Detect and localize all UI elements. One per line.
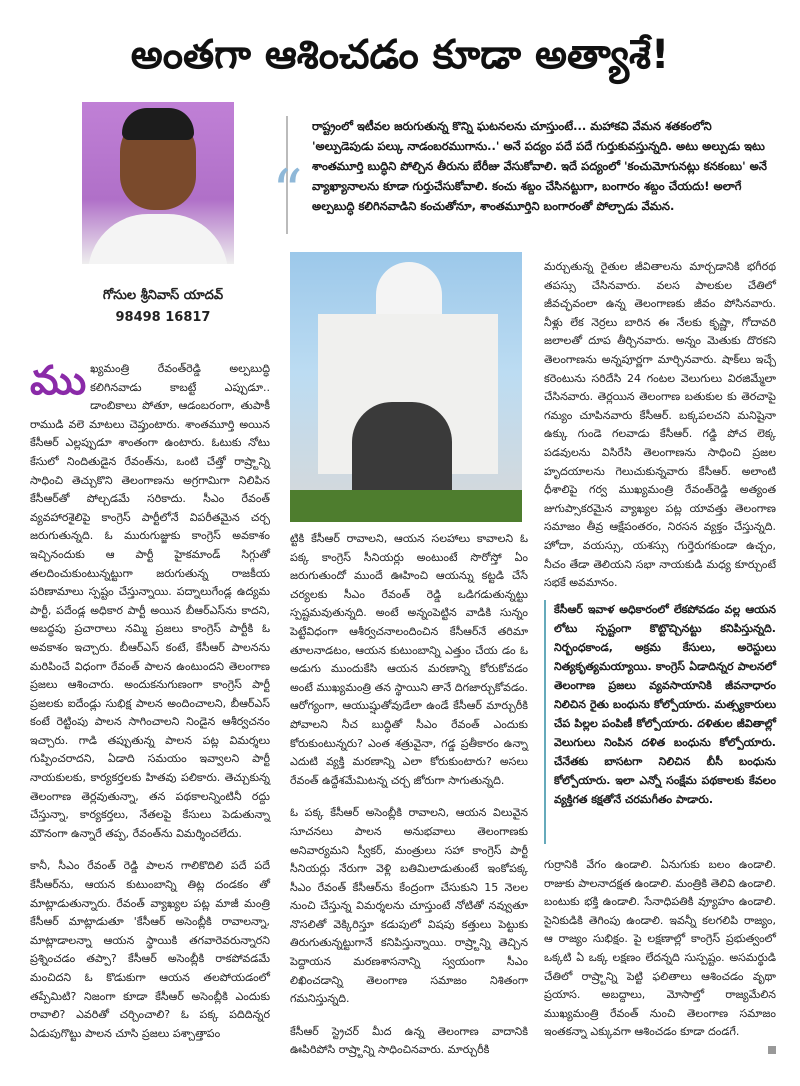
pull-quote-text: రాష్ట్రంలో ఇటీవల జరుగుతున్న కొన్ని ఘటనలను చూస్తుంటే... మహాకవి వేమన శతకంలోని 'అల్పుడెపుడు పల్కు నాడంబరముగాను..' అనే పద్యం పదే పదే గుర్తుకువస్తున్నది. అటు అల్పుడు ఇటు శాంతమూర్తి బుద్ధిని పోల్చిన తీరును బేరీజు వేసుకోవాలి. ఇదే పద్యంలో 'కంచుమోగునట్లు కనకంబు' అనే వ్యాఖ్యానాలను కూడా గుర్తుచేసుకోవాలి. కంచు శబ్దం చేసినట్టుగా, బంగారం శబ్దం చేయదు! అలాగే అల్పబుద్ధి కలిగినవాడిని కంచుతోనూ, శాంతమూర్తిని బంగారంతో పోల్చాడు వేమన.: [312, 119, 767, 213]
article-paragraph: కేసీఆర్ స్ట్రెచర్ మీద ఉన్న తెలంగాణ వాదానికి ఊపిరిపోసి రాష్ర్టాన్ని సాధించినవారు. మార్చురీకి: [290, 1024, 528, 1057]
assembly-gandhi-statue-photo: [290, 252, 522, 522]
end-mark: [768, 1046, 776, 1054]
article-paragraph: మర్చుతున్న రైతుల జీవితాలను మార్చడానికి భగీరథ తపస్సు చేసినవారు. వలస పాలకుల చేతిలో జీవచ్ఛవంలా ఉన్న తెలంగాణకు జీవం పోసినవారు. నీళ్లు లేక నెర్రలు బారిన ఈ నేలకు కృష్ణా, గోదావరి జలాలతో దూప తీర్చినవారు. అన్నం మెతుకు దొరకని తెలంగాణను అన్నపూర్ణగా మార్చినవారు. షాక్‌లు ఇచ్చే కరెంటును సరిదేసి 24 గంటల వెలుగులు విరజిమ్మేలా చేసినవారు. తెర్లయిన తెలంగాణ బతుకుల కు తెరచాపై గమ్యం చూపినవారు కేసీఆర్. బక్కపలచని మనిషైనా ఉక్కు గుండె గలవాడు కేసీఆర్. గడ్డి పోచ లెక్క పడవులను విసిరేసి తెలంగాణను సాధించి ప్రజల హృదయాలను గెలుచుకున్నవారు కేసీఆర్. అలాంటి ధీశాలిపై గర్వ ముఖ్యమంత్రి రేవంత్‌రెడ్డి అత్యంత జుగుప్సాకరమైన వ్యాఖ్యల పట్ల యావత్తు తెలంగాణ సమాజం తీవ్ర ఆక్షేపంతరం, నిరసన వ్యక్తం చేస్తున్నది. హోదా, వయస్సు, యశస్సు గుర్తెరుగకుండా ఉచ్చం, నీచం తేడా తెలియని సభా నాయకుడి మధ్య కూర్చుంటే సభకే అవమానం.: [544, 260, 776, 590]
author-photo: [82, 102, 234, 264]
pull-quote: [272, 116, 770, 258]
article-paragraph: ఓ పక్క కేసీఆర్ అసెంబ్లీకి రావాలని, ఆయన విలువైన సూచనలు పాలన అనుభవాలు తెలంగాణకు అనివార్యమని స్వీకర్, మంత్రులు సహా కాంగ్రెస్ పార్టీ సీనియర్లు నేరుగా వెళ్లి బతిమిలాడుతుంటే ఇంకోపక్క సీఎం రేవంత్ కేసీఆర్‌ను కేంద్రంగా చేసుకుని 15 నెలల నుంచి చేస్తున్న విమర్శలను చూస్తుంటే నోటితో నవ్వుతూ నొసలితో వెక్కిరిస్తూ కడుపులో విషపు కత్తులు పెట్టుకు తిరుగుతున్నట్టుగానే కనిపిస్తున్నాయి. రాష్ర్టాన్ని తెచ్చిన పెద్దాయన మరణశాసనాన్ని స్వయంగా సీఎం లిఖించడాన్ని తెలంగాణ సమాజం నిశితంగా గమనిస్తున్నది.: [290, 806, 528, 1006]
author-phone: 98498 16817: [115, 310, 211, 325]
article-column-1: [30, 360, 270, 1057]
article-paragraph: గుర్రానికి వేగం ఉండాలి. ఏనుగుకు బలం ఉండాలి. రాజుకు పాలనాదక్షత ఉండాలి. మంత్రికి తెలివి ఉండాలి. బంటుకు భక్తి ఉండాలి. సేనాధిపతికి వ్యూహం ఉండాలి. సైనికుడికి తెగింపు ఉండాలి. ఇవన్నీ కలగలిపి రాజ్యం, ఆ రాజ్యం సుభిక్షం. పై లక్షణాల్లో కాంగ్రెస్ ప్రభుత్వంలో ఒక్కటి ఏ ఒక్క లక్షణం లేదన్నది సుస్పష్టం. అసమర్థుడి చేతిలో రాష్ర్టాన్ని పెట్టి ఫలితాలు ఆశించడం వృథా ప్రయాస. అబద్దాలు, మోసాల్తో రాజ్యమేలిన ముఖ్యమంత్రి రేవంత్ నుంచి తెలంగాణ సమాజం ఇంతకన్నా ఎక్కువగా ఆశించడం కూడా దండగే.: [544, 858, 776, 1039]
article-paragraph: ట్టికి కేసీఆర్ రావాలని, ఆయన సలహాలు కావాలని ఓ పక్క కాంగ్రెస్ సీనియర్లు అంటుంటే సొరోస్తో ఏం జరుగుతుందో ముందే ఊహించి ఆయన్ను కట్టడి చేసే చర్యలకు సీఎం రేవంత్ రెడ్డి ఒడిగడుతున్నట్టు స్పష్టమవుతున్నది. అంటే అన్నంపెట్టిన వాడికి సున్నం పెట్టేవిధంగా ఆశీర్వచనాలందించిన కేసీఆర్‌నే తరిమా తూలనాడటం, ఆయన కుటుంబాన్ని ఎత్తుం చేయ డం ఓ అడుగు ముందుకేసి ఆయన మరణాన్ని కోరుకోవడం అంటే ముఖ్యమంత్రి తన స్థాయిని తానే దిగజార్చుకోవడం. ఆరోగ్యంగా, ఆయుష్షుతోవుడేలా ఉండే కేసీఆర్ మార్చురీకి పోవాలని నీచ బుద్ధితో సీఎం రేవంత్ ఎందుకు కోరుకుంటున్నరు? ఎంత శత్రువైనా, గడ్డ ప్రతీకారం ఉన్నా ఎదుటి వ్యక్తి మరణాన్ని ఎలా కోరుకుంటారు? అసలు రేవంత్ ఉద్దేశమేమిటన్న చర్చ జోరుగా సాగుతున్నది.: [290, 532, 528, 787]
author-name: గోసుల శ్రీనివాస్ యాదవ్: [102, 288, 224, 303]
article-column-3-tail: [544, 856, 776, 1056]
highlight-text: కేసీఆర్ ఇవాళ అధికారంలో లేకపోవడం వల్ల ఆయన లోటు స్పష్టంగా కొట్టొచ్చినట్టు కనిపిస్తున్నది. నిర్బంధకాండ, అక్రమ కేసులు, అరెస్టులు నిత్యకృత్యమయ్యాయి. కాంగ్రెస్ ఏడాదిన్నర పాలనలో తెలంగాణ ప్రజలు వ్యవసాయానికి జీవనాధారం నిలిచిన రైతు బంధును కోల్పోయారు. మత్స్యకారులు చేప పిల్లల పంపిణీ కోల్పోయారు. దళితుల జీవితాల్లో వెలుగులు నింపిన దళిత బంధును కోల్పోయారు. చేనేతకు బాసటగా నిలిచిన బీసీ బంధును కోల్పోయారు. ఇలా ఎన్నో సంక్షేమ పథకాలకు కేవలం వ్యక్తిగత కక్షతోనే చరమగీతం పాడారు.: [554, 603, 776, 806]
article-column-3: [544, 258, 776, 607]
dropcap: ము: [30, 358, 87, 404]
article-paragraph: ఖ్యమంత్రి రేవంత్‌రెడ్డి అల్పబుద్ధి కలిగినవాడు కాబట్టే ఎప్పుడూ.. డాంబికాలు పోతూ, ఆడంబరంగా, తుపాకీ రాముడి వలె మాటలు చెప్తుంటారు. శాంతమూర్తి అయిన కేసీఆర్ ఎల్లప్పుడూ శాంతంగా ఉంటారు. ఓటుకు నోటు కేసులో నిందితుడైన రేవంత్‌ను, ఒంటి చేత్తో రాష్ర్టాన్ని సాధించి తెచ్చుకొని తెలంగాణను అగ్రగామిగా నిలిపిన కేసీఆర్‌తో పోల్చడమే సరికాదు. సీఎం రేవంత్ వ్యవహారశైలిపై కాంగ్రెస్ పార్టీలోనే విపరీతమైన చర్చ జరుగుతున్నది. ఓ మురుగుజ్జుకు కాంగ్రెస్ అవకాశం ఇచ్చినందుకు ఆ పార్టీ హైకమాండ్ సిగ్గుతో తలదించుకుంటున్నట్టుగా జరుగుతున్న రాజకీయ పరిణామాలు స్పష్టం చేస్తున్నాయి. పద్నాలుగేండ్ల ఉద్యమ పార్టీ, పదేండ్ల అధికార పార్టీ అయిన బీఆర్‌ఎస్‌ను కాదని, అబద్ధపు ప్రచారాలు నమ్మి ప్రజలు కాంగ్రెస్ పార్టీకి ఓ అవకాశం ఇచ్చారు. బీఆర్‌ఎస్ కంటే, కేసీఆర్ పాలనను మరిపించే విధంగా రేవంత్ పాలన ఉంటుందని తెలంగాణ ప్రజలు ఆశించారు. అందుకనుగుణంగా కాంగ్రెస్ పార్టీ ప్రజలకు ఐదేండ్లు సుభిక్ష పాలన అందించాలని, బీఆర్‌ఎస్ కంటే రెట్టింపు పాలన సాగించాలని నిండైన ఆశీర్వచనం ఇచ్చారు. గాడి తప్పుతున్న పాలన పట్ల విమర్శలు గుప్పించరాదని, ఏడాది సమయం ఇవ్వాలని పార్టీ నాయకులకు, కార్యకర్తలకు హితవు పలికారు. తెచ్చుకున్న తెలంగాణ తెర్లవుతున్నా, తన పథకాలన్నింటినీ రద్దు చేస్తున్నా, కార్యకర్తలు, నేతలపై కేసులు పెడుతున్నా మౌనంగా ఉన్నారే తప్ప, రేవంత్‌ను విమర్శించలేదు.: [30, 362, 270, 840]
quote-mark-icon: “: [272, 157, 303, 227]
article-paragraph: కానీ, సీఎం రేవంత్ రెడ్డి పాలన గాలికొదిలి పదే పదే కేసీఆర్‌ను, ఆయన కుటుంబాన్ని తిట్ల దండకం తో మాట్లాడుతున్నారు. రేవంత్ వ్యాఖ్యల పట్ల మాజీ మంత్రి కేసీఆర్ మాట్లాడుతూ 'కేసీఆర్ అసెంబ్లీకి రావాలన్నా, మాట్లాడాలన్నా ఆయన స్థాయికి తగవారెవరున్నారని ప్రశ్నించడం తప్పా? కేసీఆర్ అసెంబ్లీకి రాకపోవడమే మంచిదని ఓ కొడుకుగా ఆయన తలపోయడంలో తప్పేమిటి? నిజంగా కూడా కేసీఆర్ అసెంబ్లీకి ఎందుకు రావాలి? ఎవరితో చర్చించాలి? ఓ పక్క పదిదిన్నర ఏడుపుగొట్టు పాలన చూసి ప్రజలు పశ్చాత్తాపం: [30, 859, 270, 1040]
article-column-2: [290, 530, 528, 1074]
highlight-box: [544, 600, 776, 844]
headline: అంతగా ఆశించడం కూడా అత్యాశే!: [130, 32, 670, 78]
